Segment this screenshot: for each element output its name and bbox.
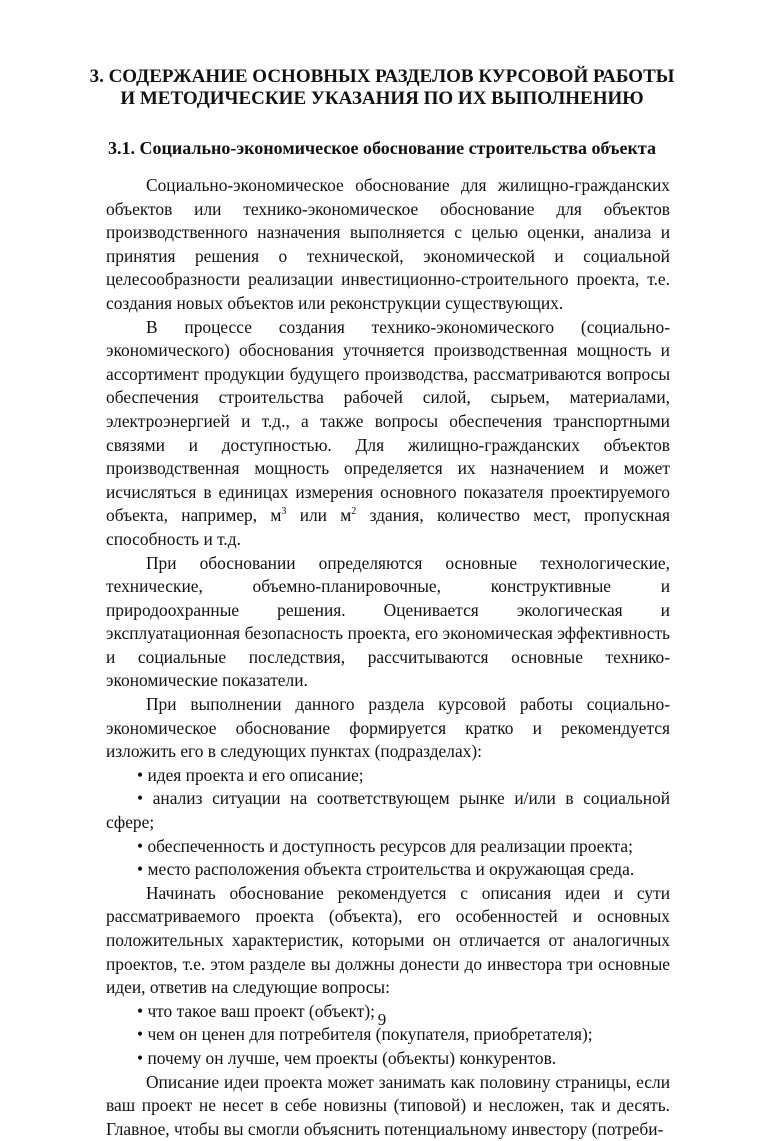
- page-number: 9: [377, 1010, 387, 1029]
- list-item: • место расположения объекта строительства и окружающая среда.: [106, 858, 670, 882]
- paragraph-1: Социально-экономическое обоснование для жилищно-гражданских объектов или технико-экономическое обоснование для объектов производственного назначения выполняется с целью оценки, анализа и принятия решения о технической, экономической и социальной целесообразности реализации инвестиционно-строительного проекта, т.е. создания новых объектов или реконструкции существующих.: [106, 175, 670, 313]
- body-text: [106, 174, 670, 1141]
- list-item: • чем он ценен для потребителя (покупателя, приобретателя);: [106, 1023, 670, 1047]
- paragraph-2-main: В процессе создания технико-экономического (социально-экономического) обоснования уточняется производственная мощность и ассортимент продукции будущего производства, рассматриваются вопросы обеспечения строительства рабочей силой, сырьем, материалами, электроэнергией и т.д., а также вопросы обеспечения транспортными связями и доступностью. Для жилищно-гражданских объектов производственная мощность определяется их назначением и может исчисляться в единицах измерения основного показателя проектируемого объекта, например, м: [106, 316, 670, 526]
- superscript-square: 2: [351, 506, 357, 518]
- chapter-title: [60, 66, 704, 110]
- list-item: • обеспеченность и доступность ресурсов для реализации проекта;: [106, 835, 670, 859]
- paragraph-2-end: здания, количество мест, пропускная способность и т.д.: [106, 505, 670, 549]
- list-item: • анализ ситуации на соответствующем рынке и/или в социальной сфере;: [106, 787, 670, 834]
- paragraph-5: Начинать обоснование рекомендуется с описания идеи и сути рассматриваемого проекта (объекта), его особенностей и основных положительных характеристик, которыми он отличается от аналогичных проектов, т.е. этом разделе вы должны донести до инвестора три основные идеи, ответив на следующие вопросы:: [106, 882, 670, 998]
- paragraph-2-mid: или м: [286, 505, 352, 526]
- list-item: • почему он лучше, чем проекты (объекты) конкурентов.: [106, 1047, 670, 1071]
- paragraph-2: [106, 316, 670, 552]
- paragraph-4: При выполнении данного раздела курсовой работы социально-экономическое обоснование формируется кратко и рекомендуется изложить его в следующих пунктах (подразделах):: [106, 694, 670, 762]
- section-title: 3.1. Социально-экономическое обоснование строительства объекта: [108, 138, 656, 158]
- list-item: • что такое ваш проект (объект);: [106, 1000, 670, 1024]
- list-item: • идея проекта и его описание;: [106, 764, 670, 788]
- superscript-cubic: 3: [281, 506, 287, 518]
- paragraph-6: Описание идеи проекта может занимать как половину страницы, если ваш проект не несет в себе новизны (типовой) и несложен, так и десять. Главное, чтобы вы смогли объяснить потенциальному инвестору (потреби-: [106, 1071, 670, 1139]
- chapter-title-line-2: И МЕТОДИЧЕСКИЕ УКАЗАНИЯ ПО ИХ ВЫПОЛНЕНИЮ: [120, 88, 644, 109]
- chapter-title-line-1: 3. СОДЕРЖАНИЕ ОСНОВНЫХ РАЗДЕЛОВ КУРСОВОЙ РАБОТЫ: [89, 66, 675, 87]
- paragraph-3: При обосновании определяются основные технологические, технические, объемно-планировочные, конструктивные и природоохранные решения. Оценивается экологическая и эксплуатационная безопасность проекта, его экономическая эффективность и социальные последствия, рассчитываются основные технико-экономические показатели.: [106, 552, 670, 691]
